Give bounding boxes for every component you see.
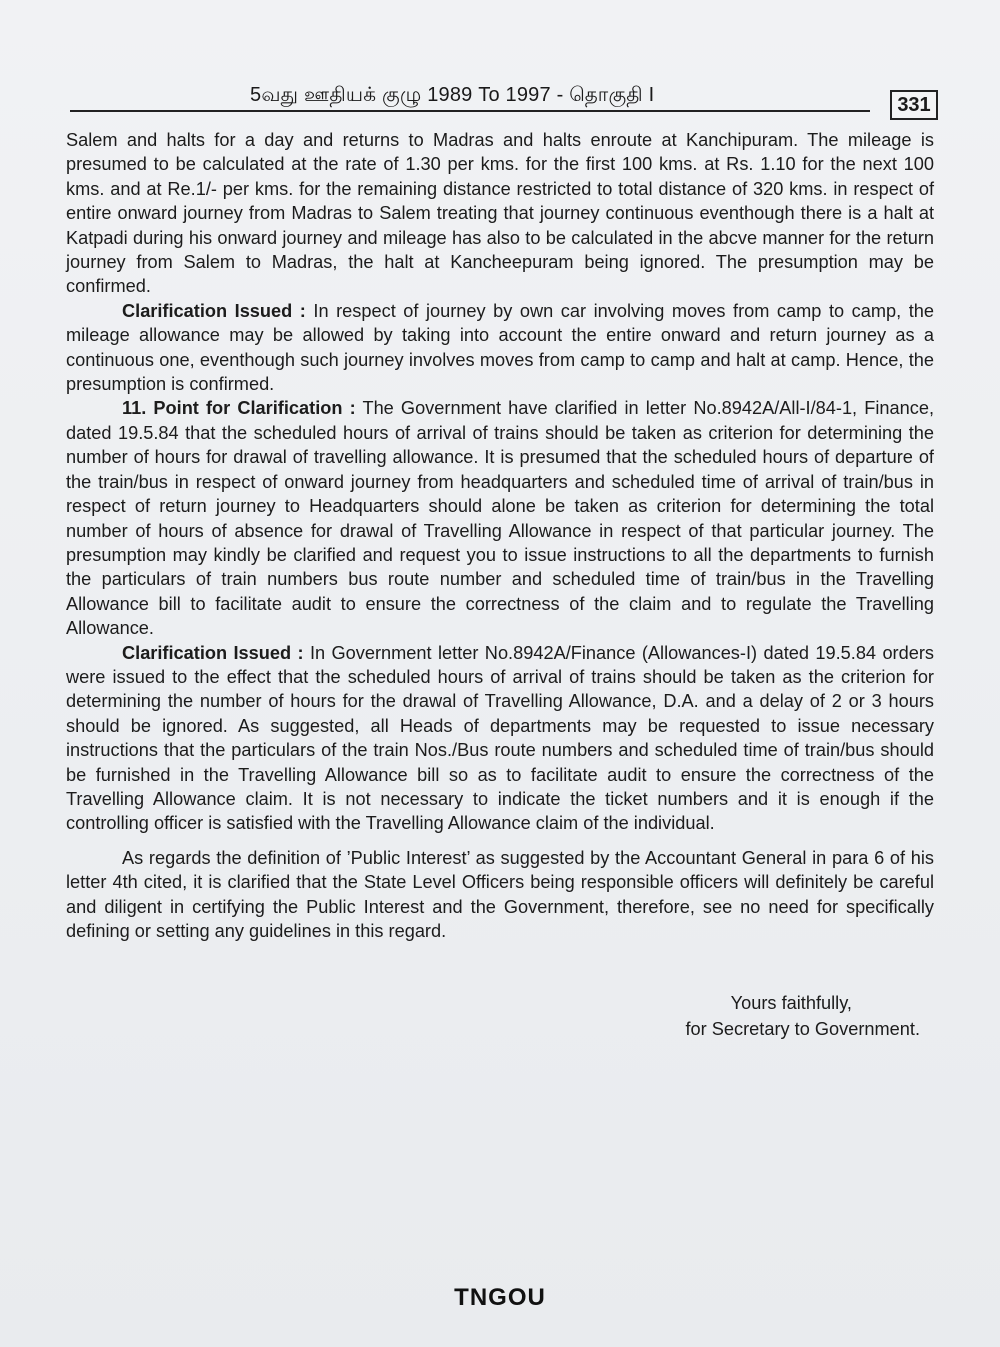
clarification-text: In Government letter No.8942A/Finance (Allowances-I) dated 19.5.84 orders were issued to the effect that the scheduled hours of arrival of trains should be taken as the criterion for determining the number of hours for the drawal of Travelling Allowance, D.A. and a delay of 2 or 3 hours should be ignored. As suggested, all Heads of departments may be requested to issue necessary instructions that the particulars of the train Nos./Bus route numbers and scheduled time of train/bus should be furnished in the Travelling Allowance bill so as to facilitate audit to ensure the correctness of the Travelling Allowance claim. It is not necessary to indicate the ticket numbers and it is enough if the controlling officer is satisfied with the Travelling Allowance claim of the individual. [66,642,934,834]
body-text [66,128,934,943]
paragraph-clarification-1 [66,299,934,397]
page-number: 331 [890,90,938,120]
paragraph-clarification-2 [66,641,934,836]
header-rule [70,110,870,112]
point-label: 11. Point for Clarification : [122,398,356,419]
closing-signatory: for Secretary to Government. [685,1019,920,1039]
header-title: 5வது ஊதியக் குழு 1989 To 1997 - தொகுதி I [250,84,655,106]
footer-mark: TNGOU [454,1284,546,1311]
closing-salutation: Yours faithfully, [730,993,852,1013]
clarification-text: In respect of journey by own car involving moves from camp to camp, the mileage allowance may be allowed by taking into account the entire onward and return journey as a continuous one, eventhough such journey involves moves from camp to camp and halt at camp. Hence, the presumption is confirmed. [66,300,934,395]
point-text: The Government have clarified in letter No.8942A/All-I/84-1, Finance, dated 19.5.84 that the scheduled hours of arrival of trains should be taken as criterion for determining the number of hours for drawal of travelling allowance. It is presumed that the scheduled hours of departure of the train/bus in respect of onward journey from headquarters and scheduled time of arrival of train/bus in respect of return journey to Headquarters should alone be taken as criterion for determining the total number of hours of absence for drawal of Travelling Allowance in respect of that particular journey. The presumption may kindly be clarified and request you to issue instructions to all the departments to furnish the particulars of train numbers bus route number and scheduled time of train/bus in the Travelling Allowance bill to facilitate audit to ensure the correctness of the claim and to regulate the Travelling Allowance. [66,398,934,639]
paragraph-continuation: Salem and halts for a day and returns to Madras and halts enroute at Kanchipuram. The mileage is presumed to be calculated at the rate of 1.30 per kms. for the first 100 kms. at Rs. 1.10 for the next 100 kms. and at Re.1/- per kms. for the remaining distance restricted to total distance of 320 kms. in respect of entire onward journey from Madras to Salem treating that journey continuous eventhough there is a halt at Katpadi during his onward journey and mileage has also to be calculated in the abcve manner for the return journey from Salem to Madras, the halt at Kancheepuram being ignored. The presumption may be confirmed. [66,130,934,297]
paragraph-public-interest: As regards the definition of ’Public Interest’ as suggested by the Accountant General in para 6 of his letter 4th cited, it is clarified that the State Level Officers being responsible officers will definitely be careful and diligent in certifying the Public Interest and the Government, therefore, see no need for specifically defining or setting any guidelines in this regard. [66,847,934,941]
page-header [70,80,940,120]
signature-block [600,990,920,1042]
clarification-label: Clarification Issued : [122,642,304,663]
paragraph-point-11 [66,396,934,640]
clarification-label: Clarification Issued : [122,300,306,321]
